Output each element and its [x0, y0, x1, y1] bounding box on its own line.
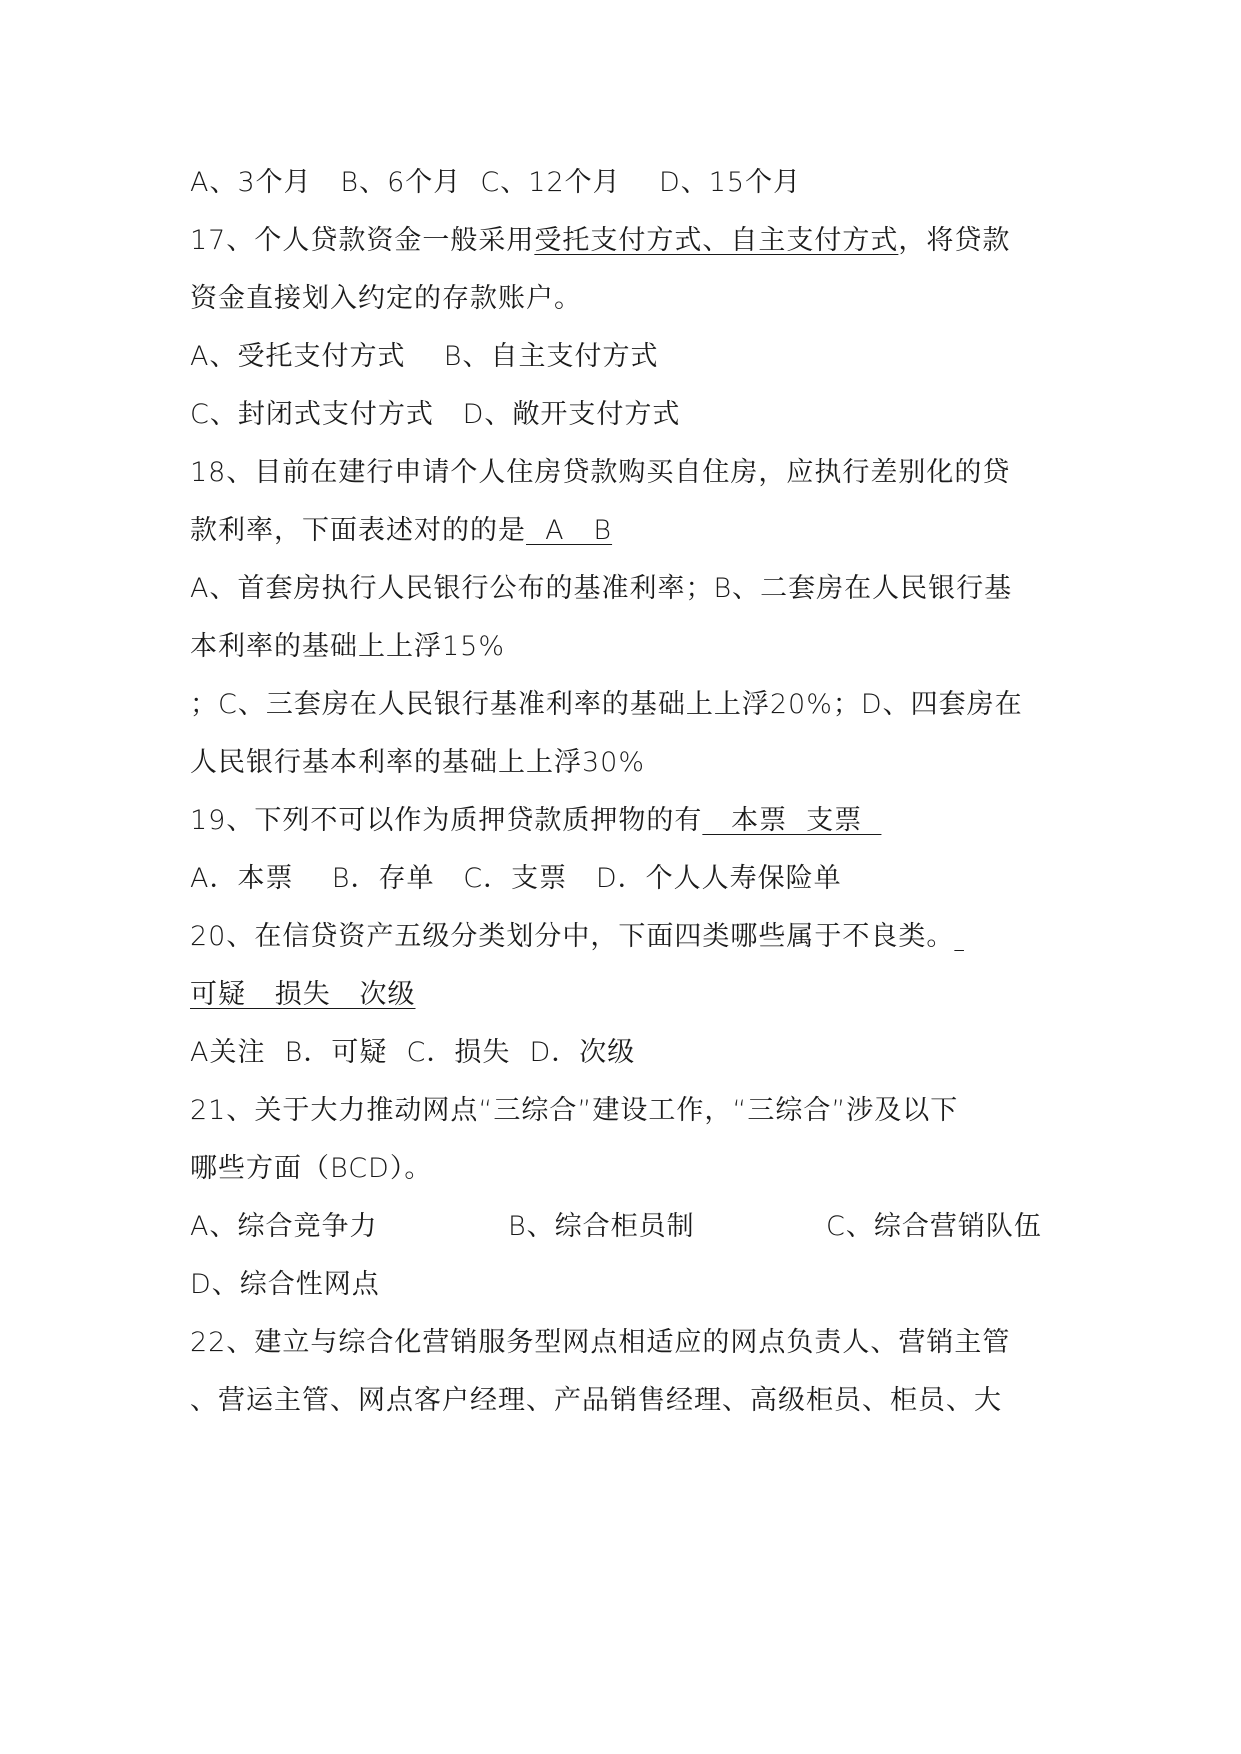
- q17-stem-tail: ，将贷款: [898, 225, 1011, 256]
- q20-answer-line: [190, 975, 416, 1015]
- q21-option-b: B、综合柜员制: [508, 1211, 695, 1242]
- q21-option-d: D、综合性网点: [190, 1269, 380, 1300]
- q18-answer: A B: [526, 515, 613, 546]
- q22-stem-line2: 、营运主管、网点客户经理、产品销售经理、高级柜员、柜员、大: [190, 1385, 1002, 1416]
- q18-stem-line1: 18、目前在建行申请个人住房贷款购买自住房，应执行差别化的贷: [190, 457, 1011, 488]
- q16-options: A、3个月 B、6个月 C、12个月 D、15个月: [190, 167, 802, 198]
- q18-options-2: 本利率的基础上上浮15%: [190, 631, 506, 662]
- q17-stem-text: 17、个人贷款资金一般采用: [190, 225, 535, 256]
- q20-options: A关注 B．可疑 C．损失 D．次级: [190, 1037, 636, 1068]
- q18-stem-line2: [190, 511, 612, 551]
- q17-stem-line1: [190, 221, 1010, 261]
- q19-options: A．本票 B．存单 C．支票 D．个人人寿保险单: [190, 863, 842, 894]
- q21-stem-line1: 21、关于大力推动网点“三综合”建设工作，“三综合”涉及以下: [190, 1095, 959, 1126]
- q19-answer: 本票 支票: [702, 805, 882, 836]
- q18-stem-text: 款利率，下面表述对的的是: [190, 515, 526, 546]
- q21-option-c: C、综合营销队伍: [826, 1211, 1042, 1242]
- q19-stem-text: 19、下列不可以作为质押贷款质押物的有: [190, 805, 703, 836]
- q20-answer: 可疑 损失 次级: [190, 979, 416, 1010]
- q17-stem-line2: 资金直接划入约定的存款账户。: [190, 283, 582, 314]
- q18-options-3: ；C、三套房在人民银行基准利率的基础上上浮20%；D、四套房在: [190, 689, 1023, 720]
- q22-stem-line1: 22、建立与综合化营销服务型网点相适应的网点负责人、营销主管: [190, 1327, 1011, 1358]
- q17-options-2: C、封闭式支付方式 D、敞开支付方式: [190, 399, 681, 430]
- q17-options-1: A、受托支付方式 B、自主支付方式: [190, 341, 659, 372]
- q18-options-4: 人民银行基本利率的基础上上浮30%: [190, 747, 646, 778]
- q19-stem: [190, 801, 881, 841]
- q21-stem-line2: 哪些方面（BCD）。: [190, 1153, 433, 1184]
- q20-answer-mark: [954, 921, 964, 952]
- q20-stem: [190, 917, 964, 957]
- q18-options-1: A、首套房执行人民银行公布的基准利率；B、二套房在人民银行基: [190, 573, 1013, 604]
- q20-stem-text: 20、在信贷资产五级分类划分中，下面四类哪些属于不良类。: [190, 921, 955, 952]
- q17-answer: 受托支付方式、自主支付方式: [534, 225, 899, 256]
- q21-option-a: A、综合竞争力: [190, 1211, 378, 1242]
